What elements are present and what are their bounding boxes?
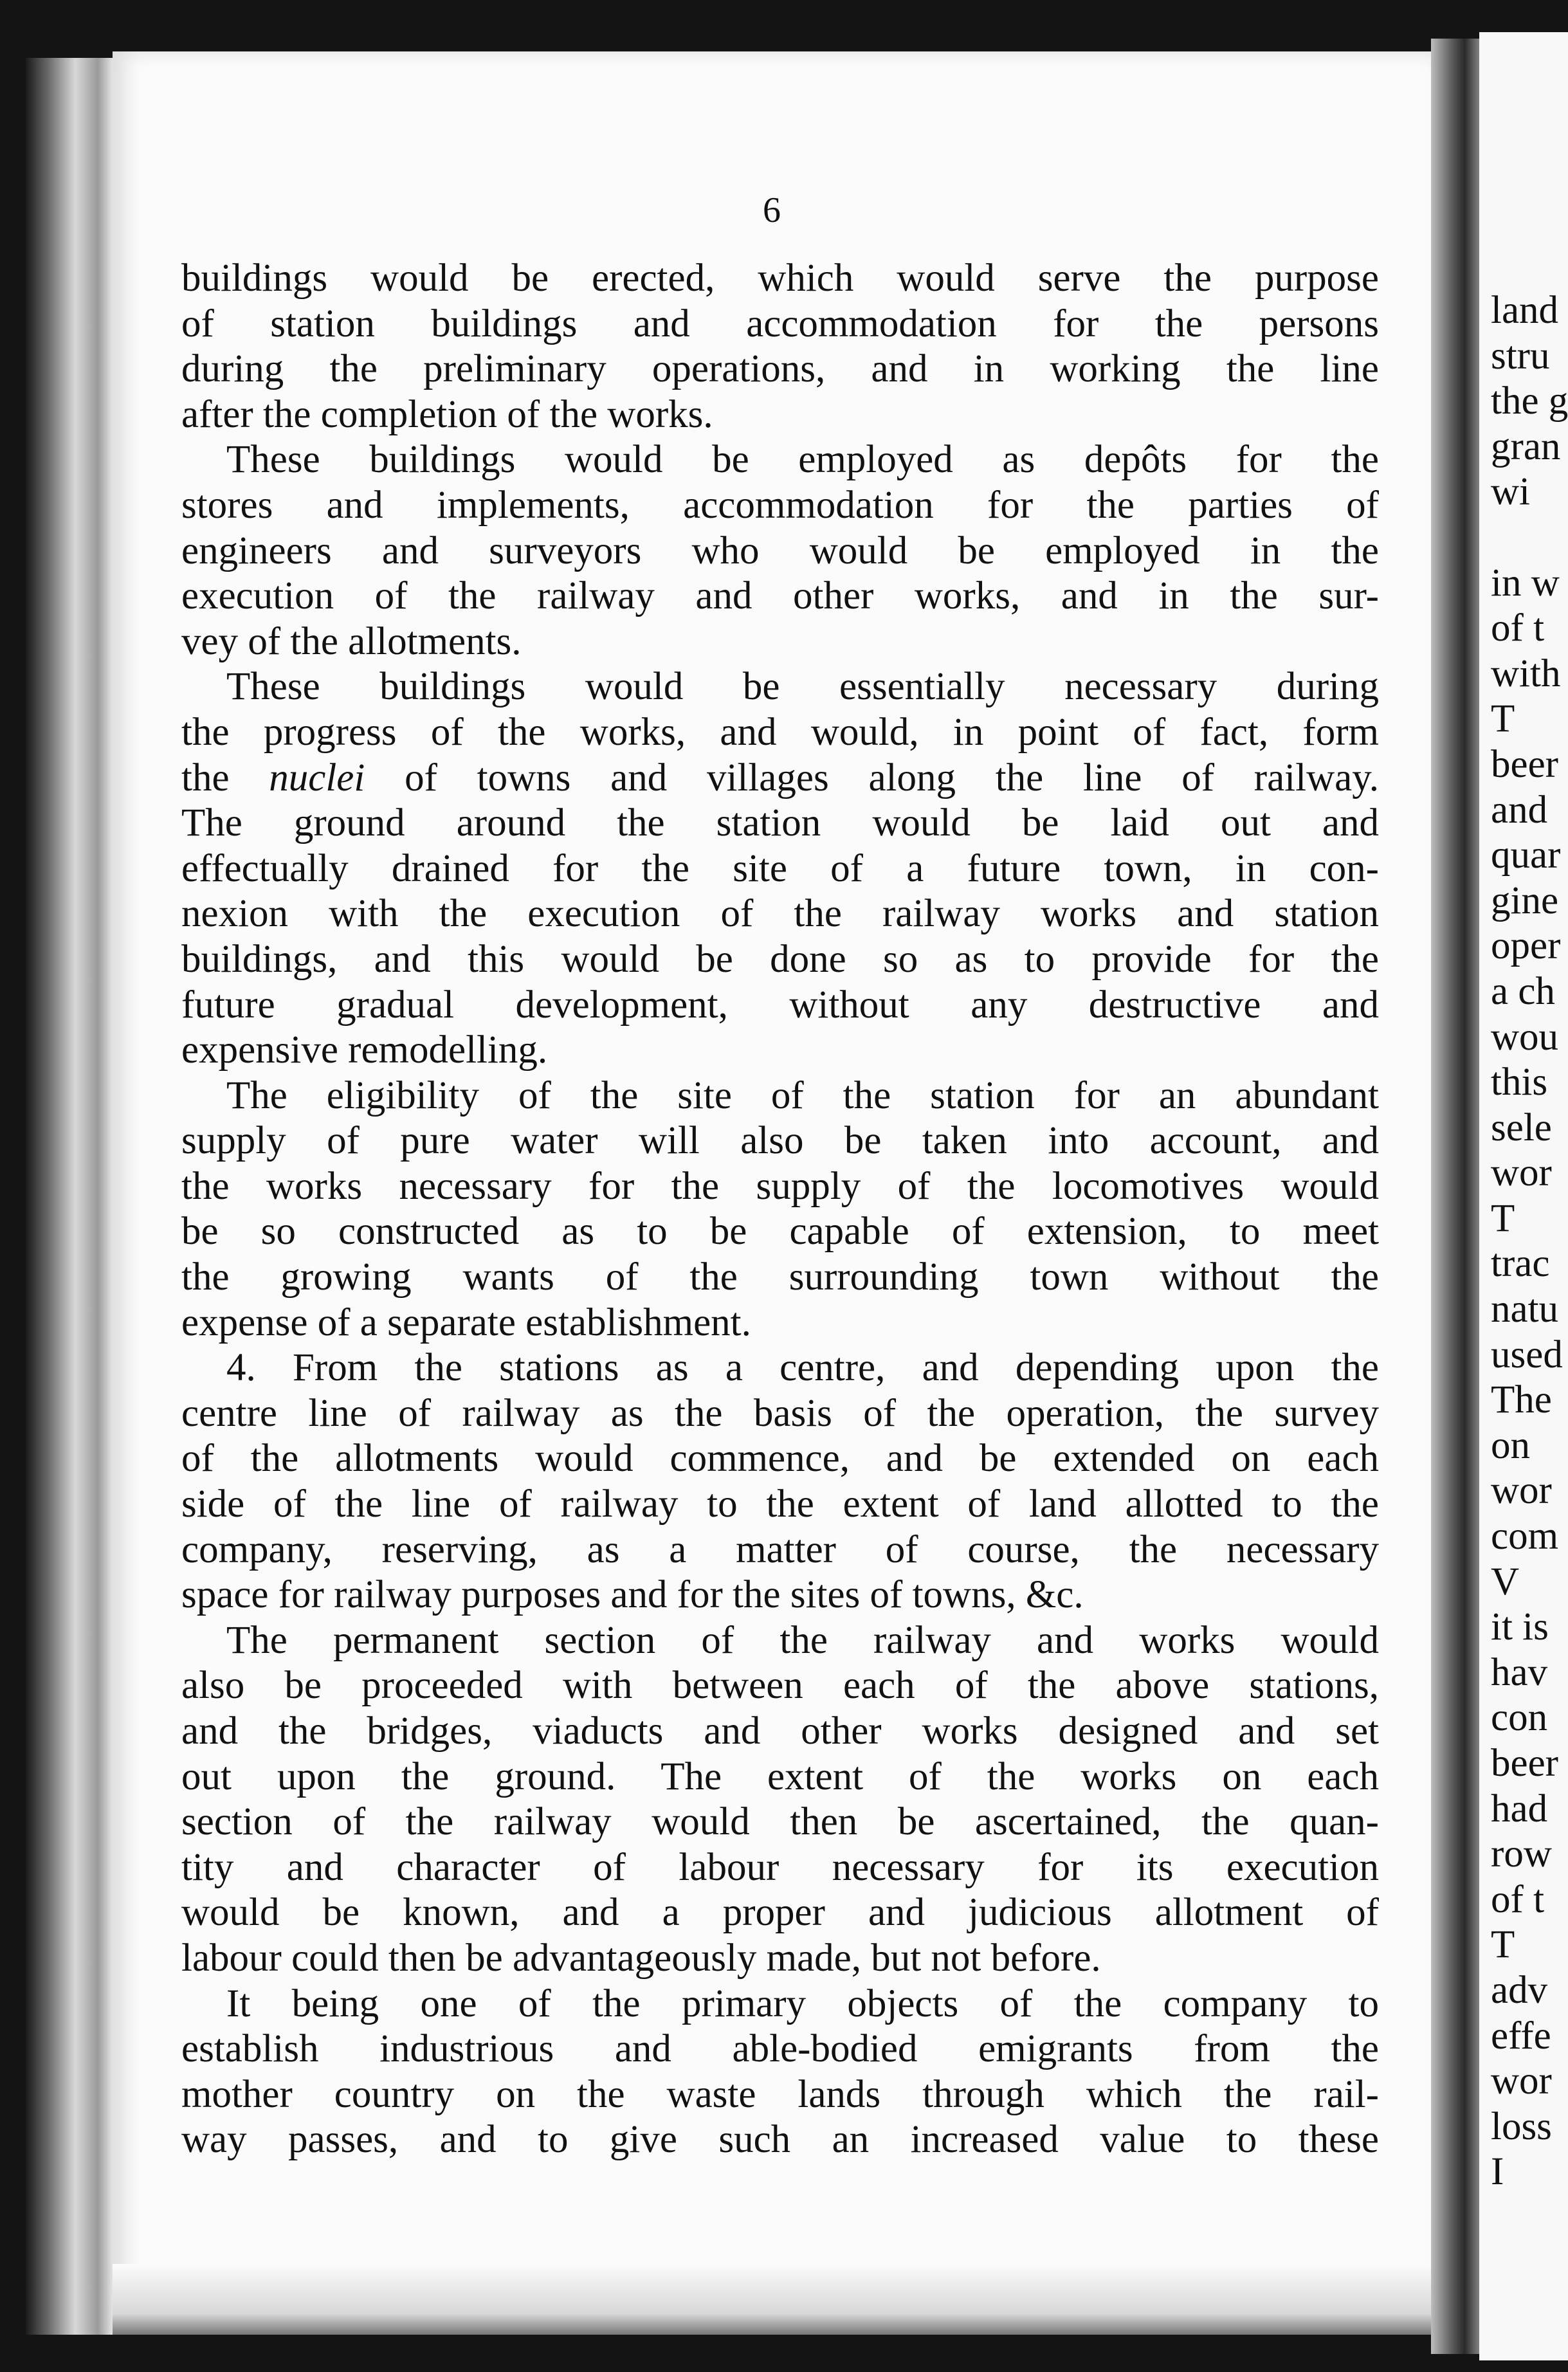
facing-page-fragment: stru [1491, 334, 1550, 378]
text-line: execution of the railway and other works, and in the sur- [181, 574, 1379, 618]
facing-page-fragment: with [1491, 652, 1561, 695]
book-gutter [26, 58, 116, 2335]
text-line: These buildings would be employed as depôts for the [226, 438, 1379, 482]
text-line: also be proceeded with between each of the above stations, [181, 1664, 1379, 1708]
text-line: These buildings would be essentially necessary during [226, 665, 1379, 709]
text-line: labour could then be advantageously made, but not before. [181, 1936, 1101, 1980]
text-line: the growing wants of the surrounding town without the [181, 1255, 1379, 1299]
facing-page-fragment: sele [1491, 1106, 1552, 1149]
facing-page-fragment: beer [1491, 742, 1558, 786]
facing-page-fragment: on [1491, 1423, 1530, 1467]
facing-page-fragment: wi [1491, 470, 1530, 514]
facing-page-fragment: of t [1491, 607, 1545, 650]
text-line: out upon the ground. The extent of the works on each [181, 1755, 1379, 1798]
facing-page-fragment: this [1491, 1061, 1548, 1104]
facing-page-fragment: gran [1491, 424, 1561, 468]
italic-word: nuclei [269, 756, 365, 799]
text-line: buildings would be erected, which would serve the purpose [181, 257, 1379, 300]
facing-page-fragment: row [1491, 1832, 1552, 1876]
text-line: the works necessary for the supply of the locomotives would [181, 1164, 1379, 1208]
text-line: the nuclei of towns and villages along the line of railway. [181, 756, 1379, 799]
page-bottom-edge [113, 2264, 1431, 2335]
text-line: the progress of the works, and would, in point of fact, form [181, 710, 1379, 754]
text-line: It being one of the primary objects of the company to [226, 1982, 1379, 2025]
facing-page-fragment: the g [1491, 379, 1568, 423]
text-line: The permanent section of the railway and works would [226, 1618, 1379, 1662]
facing-page-fragment: beer [1491, 1742, 1558, 1785]
facing-page-fragment: in w [1491, 561, 1560, 605]
facing-page-fragment: hav [1491, 1650, 1548, 1694]
text-line: future gradual development, without any destructive and [181, 983, 1379, 1026]
facing-page-fragment: had [1491, 1787, 1548, 1830]
facing-page-fragment: T [1491, 1196, 1515, 1240]
body-text [181, 256, 1379, 2163]
page-number: 6 [763, 190, 781, 230]
text-line: stores and implements, accommodation for the parties of [181, 483, 1379, 527]
facing-page-fragment: a ch [1491, 969, 1555, 1013]
facing-page-fragment: I [1491, 2150, 1504, 2194]
facing-page-fragment: loss [1491, 2104, 1552, 2148]
facing-page-fragment: adv [1491, 1968, 1548, 2012]
text-line: buildings, and this would be done so as to provide for the [181, 937, 1379, 981]
text-line: space for railway purposes and for the sites of towns, &c. [181, 1573, 1084, 1617]
text-line: engineers and surveyors who would be employed in the [181, 529, 1379, 572]
text-line: be so constructed as to be capable of extension, to meet [181, 1210, 1379, 1254]
facing-page-fragment: oper [1491, 924, 1561, 968]
facing-page-fragment: of t [1491, 1877, 1545, 1921]
text-line: mother country on the waste lands through which the rail- [181, 2072, 1379, 2116]
facing-page-fragment: and [1491, 788, 1548, 832]
facing-page-fragment: wou [1491, 1015, 1559, 1059]
text-line: expense of a separate establishment. [181, 1300, 751, 1344]
text-line: expensive remodelling. [181, 1028, 548, 1072]
text-line: 4. From the stations as a centre, and depending upon the [226, 1346, 1379, 1390]
text-line: centre line of railway as the basis of the operation, the survey [181, 1391, 1379, 1435]
text-line: vey of the allotments. [181, 619, 522, 663]
facing-page-fragment: con [1491, 1696, 1548, 1740]
facing-page-fragment: it is [1491, 1605, 1549, 1649]
text-line: section of the railway would then be ascertained, the quan- [181, 1800, 1379, 1844]
text-line: The ground around the station would be laid out and [181, 801, 1379, 845]
text-line: effectually drained for the site of a future town, in con- [181, 846, 1379, 890]
text-line: supply of pure water will also be taken into account, and [181, 1119, 1379, 1163]
facing-page-fragment: gine [1491, 879, 1559, 922]
facing-page-fragment: quar [1491, 834, 1561, 877]
facing-page-fragment: used [1491, 1333, 1563, 1376]
text-line: The eligibility of the site of the station for an abundant [226, 1073, 1379, 1117]
text-line: during the preliminary operations, and in working the line [181, 347, 1379, 391]
facing-page-fragment: wor [1491, 2059, 1552, 2103]
text-line: company, reserving, as a matter of course, the necessary [181, 1528, 1379, 1571]
text-line: would be known, and a proper and judicious allotment of [181, 1891, 1379, 1935]
facing-page-fragment: The [1491, 1378, 1552, 1422]
facing-page-text [1491, 288, 1568, 2195]
facing-page-fragment: natu [1491, 1288, 1559, 1331]
facing-page-fragment: wor [1491, 1151, 1552, 1195]
facing-page-fragment: T [1491, 1923, 1515, 1967]
facing-page-fragment: effe [1491, 2014, 1551, 2057]
facing-page-fragment: trac [1491, 1242, 1550, 1286]
facing-page [1479, 32, 1568, 2360]
text-line: nexion with the execution of the railway works and station [181, 892, 1379, 936]
facing-page-fragment: land [1491, 289, 1559, 332]
text-line: establish industrious and able-bodied emigrants from the [181, 2027, 1379, 2071]
facing-page-fragment: wor [1491, 1469, 1552, 1513]
text-line: way passes, and to give such an increased value to these [181, 2118, 1379, 2162]
text-line: and the bridges, viaducts and other works designed and set [181, 1710, 1379, 1753]
text-line: after the completion of the works. [181, 392, 713, 436]
text-line: of the allotments would commence, and be extended on each [181, 1437, 1379, 1481]
facing-page-fragment [1491, 515, 1568, 561]
text-line: of station buildings and accommodation for the persons [181, 302, 1379, 345]
facing-page-fragment: com [1491, 1515, 1559, 1558]
text-line: tity and character of labour necessary for its execution [181, 1845, 1379, 1889]
text-line: side of the line of railway to the extent of land allotted to the [181, 1482, 1379, 1526]
facing-page-fragment: T [1491, 697, 1515, 741]
facing-page-fragment: V [1491, 1560, 1520, 1603]
